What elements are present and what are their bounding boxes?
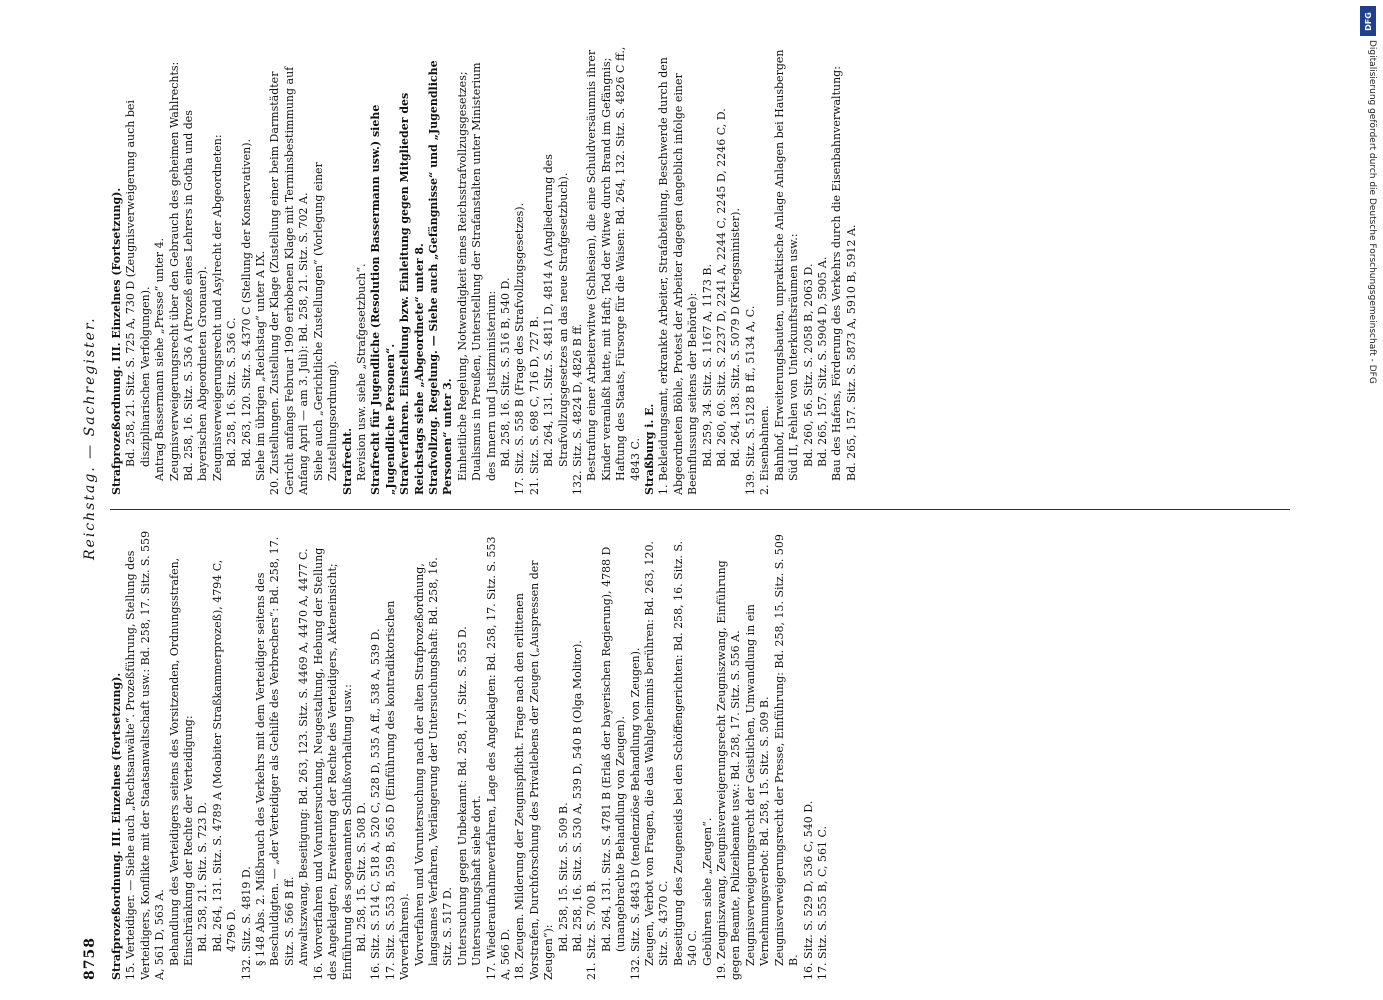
right-column-entry: Bd. 263, 120. Sitz. S. 4370 C (Stellung der Konservativen). <box>239 138 253 467</box>
left-column-entry: Strafprozeßordnung. III. Einzelnes (Fortsetzung). <box>110 672 123 980</box>
right-column-entry: 132. Sitz. S. 4824 D, 4826 B ff. <box>571 323 584 495</box>
left-column-entry: Vorverfahren und Voruntersuchung nach der alten Strafprozeßordnung, langsames Verfahren, Verlängerung der Untersuchungshaft: Bd. 258, 16. Sitz. S. 517 D. <box>412 557 455 966</box>
left-column-entry: 17. Sitz. S. 555 B, C, 561 C. <box>815 826 829 980</box>
page-header <box>80 30 106 980</box>
right-column-entry: Bahnhof, Erweiterungsbauten, unpraktische Anlage Anlagen bei Hausbergen Süd II, Fehlen von Unterkunftsräumen usw.: <box>772 49 801 481</box>
right-column-entry: Strafrecht für Jugendliche (Resolution Bassermann usw.) siehe „Jugendliche Personen“. <box>369 104 397 495</box>
right-column-entry: Strafvollzug. Regelung. — Siehe auch „Gefängnisse“ und „Jugendliche Personen“ unter 3. <box>426 60 455 495</box>
right-column-entry: Zeugnisverweigerungsrecht und Asylrecht der Abgeordneten: <box>210 134 224 481</box>
right-column-entry: Antrag Bassermann siehe „Presse“ unter 4. <box>153 237 167 481</box>
left-column-entry: Beseitigung des Zeugeneids bei den Schöffengerichten: Bd. 258, 16. Sitz. S. 540 C. <box>671 540 700 966</box>
page-number: 8758 <box>82 937 98 980</box>
right-column-entry: Straßburg i. E. <box>643 403 657 495</box>
right-column-entry: Siehe auch „Gerichtliche Zustellungen“ (Vorlegung einer Zustellungsordnung). <box>311 162 340 481</box>
right-column <box>110 45 1300 495</box>
right-column-entry: Bestrafung einer Arbeiterwitwe (Schlesien), die eine Schuldversäumnis ihrer Kinder veranlaßt hatte, mit Haft; Tod der Witwe durch Brand im Gefängnis; Haftung des Staats, Fürsorge für die Waisen: Bd. 264, 132. Sitz. S. 4826 C ff., 4843 C. <box>585 46 642 481</box>
right-column-entry: 2. Eisenbahnen. <box>758 405 772 495</box>
left-column-entry: Bd. 258, 15. Sitz. S. 508 D. <box>354 802 368 952</box>
left-column-entry: Bd. 264, 131. Sitz. S. 4781 B (Erlaß der bayerischen Regierung), 4788 D (unangebrachte Behandlung von Zeugen). <box>599 546 628 952</box>
right-column-entry: Strafprozeßordnung. III. Einzelnes (Fortsetzung). <box>110 187 123 495</box>
left-column-entry: 19. Zeugniszwang, Zeugnisverweigerungsrecht Zeugniszwang, Einführung gegen Beamte, Polizeibeamte usw.: Bd. 258, 17. Sitz. S. 556 A. <box>715 560 743 980</box>
left-column-entry: 15. Verteidiger. — Siehe auch „Rechtsanwälte“. Prozeßführung, Stellung des Verteidigers, Konflikte mit der Staatsanwaltschaft usw.: Bd. 258, 17. Sitz. S. 559 A, 561 D, 563 A. <box>124 530 167 980</box>
right-column-entry: Siehe im übrigen „Reichstag“ unter A IX. <box>254 250 268 481</box>
left-column-entry: 16. Sitz. S. 514 C, 518 A, 520 C, 528 D, 535 A ff., 538 A, 539 D. <box>369 628 383 980</box>
left-column-entry: 132. Sitz. S. 4819 D. <box>239 866 253 980</box>
right-column-entry: Einheitliche Regelung, Notwendigkeit eines Reichsstrafvollzugsgesetzes; Dualismus in Preußen, Unterstellung der Strafanstalten unter Ministerium des Innern und Justizministerium: <box>455 62 498 481</box>
left-column-entry: Zeugen, Verbot von Fragen, die das Wahlgeheimnis berühren: Bd. 263, 120. Sitz. S. 4370 C. <box>643 541 671 966</box>
left-column-entry: Untersuchung gegen Unbekannt: Bd. 258, 17. Sitz. S. 555 D. <box>455 626 469 966</box>
left-column-entry: 16. Vorverfahren und Voruntersuchung, Neugestaltung, Hebung der Stellung des Angeklagten, Erweiterung der Rechte des Verteidigers, Akteneinsicht; Einführung des sogenannten Schlußvorhaltung usw.: <box>311 547 354 980</box>
left-column-entry: Bd. 258, 21. Sitz. S. 723 D. <box>196 802 210 952</box>
credit-text: Digitalisierung gefördert durch die Deutsche Forschungsgemeinschaft - DFG <box>1367 40 1377 384</box>
left-column-entry: Bd. 264, 131. Sitz. S. 4789 A (Moabiter Straßkammerprozeß), 4794 C, 4796 D. <box>210 559 239 952</box>
left-column-entry: 16. Sitz. S. 529 D, 536 C, 540 D. <box>801 800 815 980</box>
right-column-entry: Bd. 258, 21. Sitz. S. 725 A, 730 D (Zeugnisverweigerung auch bei disziplinarischen Verfolgungen). <box>124 100 152 467</box>
left-column-entry: 17. Wiederaufnahmeverfahren, Lage des Angeklagten: Bd. 258, 17. Sitz. S. 553 A, 566 D. <box>484 536 512 980</box>
left-column-entry: Behandlung des Verteidigers seitens des Vorsitzenden, Ordnungsstrafen, Einschränkung der Rechte der Verteidigung: <box>167 557 196 966</box>
dfg-logo <box>1360 6 1376 36</box>
column-divider <box>110 509 1290 510</box>
right-column-entry: Bd. 265, 157. Sitz. S. 5904 D, 5905 A. <box>815 256 829 467</box>
right-column-entry: Bd. 258, 16. Sitz. S. 536 C. <box>225 317 239 467</box>
left-column-entry: 18. Zeugen. Milderung der Zeugnispflicht. Frage nach den erlittenen Vorstrafen, Durchforschung des Privatlebens der Zeugen („Auspressen der Zeugen“): <box>513 560 556 980</box>
right-column-entry: Bd. 260, 60. Sitz. S. 2237 D, 2241 A, 2244 C, 2245 D, 2246 C, D. <box>715 108 729 467</box>
rotated-page-content <box>80 30 1310 980</box>
right-column-entry: 17. Sitz. S. 558 B (Frage des Strafvollzugsgesetzes). <box>513 202 527 495</box>
right-column-entry: 20. Zustellungen. Zustellung der Klage (Zustellung einer beim Darmstädter Gericht anfangs Februar 1909 erhobenen Klage mit Terminsbestimmung auf Anfang April — am 3. Juli): Bd. 258, 21. Sitz. S. 702 A. <box>268 66 311 495</box>
right-column-entry: 139. Sitz. S. 5128 B ff., 5134 A, C. <box>743 305 757 495</box>
left-column-entry: Gebühren siehe „Zeugen“. <box>700 817 714 966</box>
left-column-entry: 21. Sitz. S. 700 B. <box>585 880 599 980</box>
left-column <box>110 530 1300 980</box>
right-column-entry: Bd. 258, 16. Sitz. S. 516 B, 540 D. <box>498 277 512 467</box>
left-column-entry: § 148 Abs. 2. Mißbrauch des Verkehrs mit dem Verteidiger seitens des Beschuldigten. — „der Verteidiger als Gehilfe des Verbrechers“: Bd. 258, 17. Sitz. S. 566 B ff. <box>254 536 296 966</box>
left-column-entry: Zeugnisverweigerungsrecht der Presse, Einführung: Bd. 258, 15. Sitz. S. 509 B. <box>772 534 801 966</box>
right-column-entry: 21. Sitz. S. 698 C, 716 D, 727 B. <box>527 316 541 495</box>
right-column-entry: 1. Bekleidungsamt, erkrankte Arbeiter, Strafabteilung, Beschwerde durch den Abgeordneten Böhle, Protest der Arbeiter dagegen (angeblich infolge einer Beeinflussung seitens der Behörde): <box>657 57 700 495</box>
left-column-entry: Anwaltszwang, Beseitigung: Bd. 263, 123. Sitz. S. 4469 A, 4470 A, 4477 C. <box>297 548 311 966</box>
right-column-entry: Revision usw. siehe „Strafgesetzbuch“. <box>354 263 368 481</box>
left-column-entry: 132. Sitz. S. 4843 D (tendenziöse Behandlung von Zeugen). <box>628 647 642 980</box>
right-column-entry: Strafrecht. <box>340 427 354 495</box>
right-column-entry: Strafverfahren. Einstellung bzw. Einleitung gegen Mitglieder des Reichstags siehe „Abgeordnete“ unter 8. <box>398 92 426 495</box>
left-column-entry: Zeugnisverweigerungsrecht der Geistlichen, Umwandlung in ein Vernehmungsverbot: Bd. 258, 15. Sitz. S. 509 B. <box>743 604 772 966</box>
left-column-entry: Bd. 258, 15. Sitz. S. 509 B. <box>556 802 570 952</box>
right-column-entry: Zeugnisverweigerungsrecht über den Gebrauch des geheimen Wahlrechts: Bd. 258, 16. Sitz. S. 536 A (Prozeß eines Lehrers in Gotha und des bayerischen Abgeordneten Gronauer). <box>167 61 210 481</box>
right-column-entry: Bd. 259, 34. Sitz. S. 1167 A, 1173 B. <box>700 264 714 467</box>
right-column-entry: Bd. 264, 131. Sitz. S. 4811 D, 4814 A (Angliederung des Strafvollzugsgesetzes an das neue Strafgesetzbuch). <box>542 154 570 467</box>
right-column-entry: Bd. 260, 56. Sitz. S. 2058 B, 2063 D. <box>801 263 815 467</box>
left-column-entry: 17. Sitz. S. 553 B, 559 B, 565 D (Einführung des kontradiktorischen Vorverfahrens). <box>383 600 412 980</box>
right-column-entry: Bau des Hafens, Förderung des Verkehrs durch die Eisenbahnverwaltung: Bd. 265, 157. Sitz. S. 5873 A, 5910 B, 5912 A. <box>830 66 858 481</box>
digitization-credit <box>1367 40 1377 740</box>
left-column-entry: Untersuchungshaft siehe dort. <box>470 795 484 966</box>
left-column-entry: Bd. 258, 16. Sitz. S. 530 A, 539 D, 540 B (Olga Molitor). <box>571 640 584 952</box>
dfg-logo-text: DFG <box>1363 11 1373 31</box>
right-column-entry: Bd. 264, 138. Sitz. S. 5079 D (Kriegsminister). <box>729 208 743 467</box>
running-title: Reichstag. — Sachregister. <box>82 316 98 560</box>
